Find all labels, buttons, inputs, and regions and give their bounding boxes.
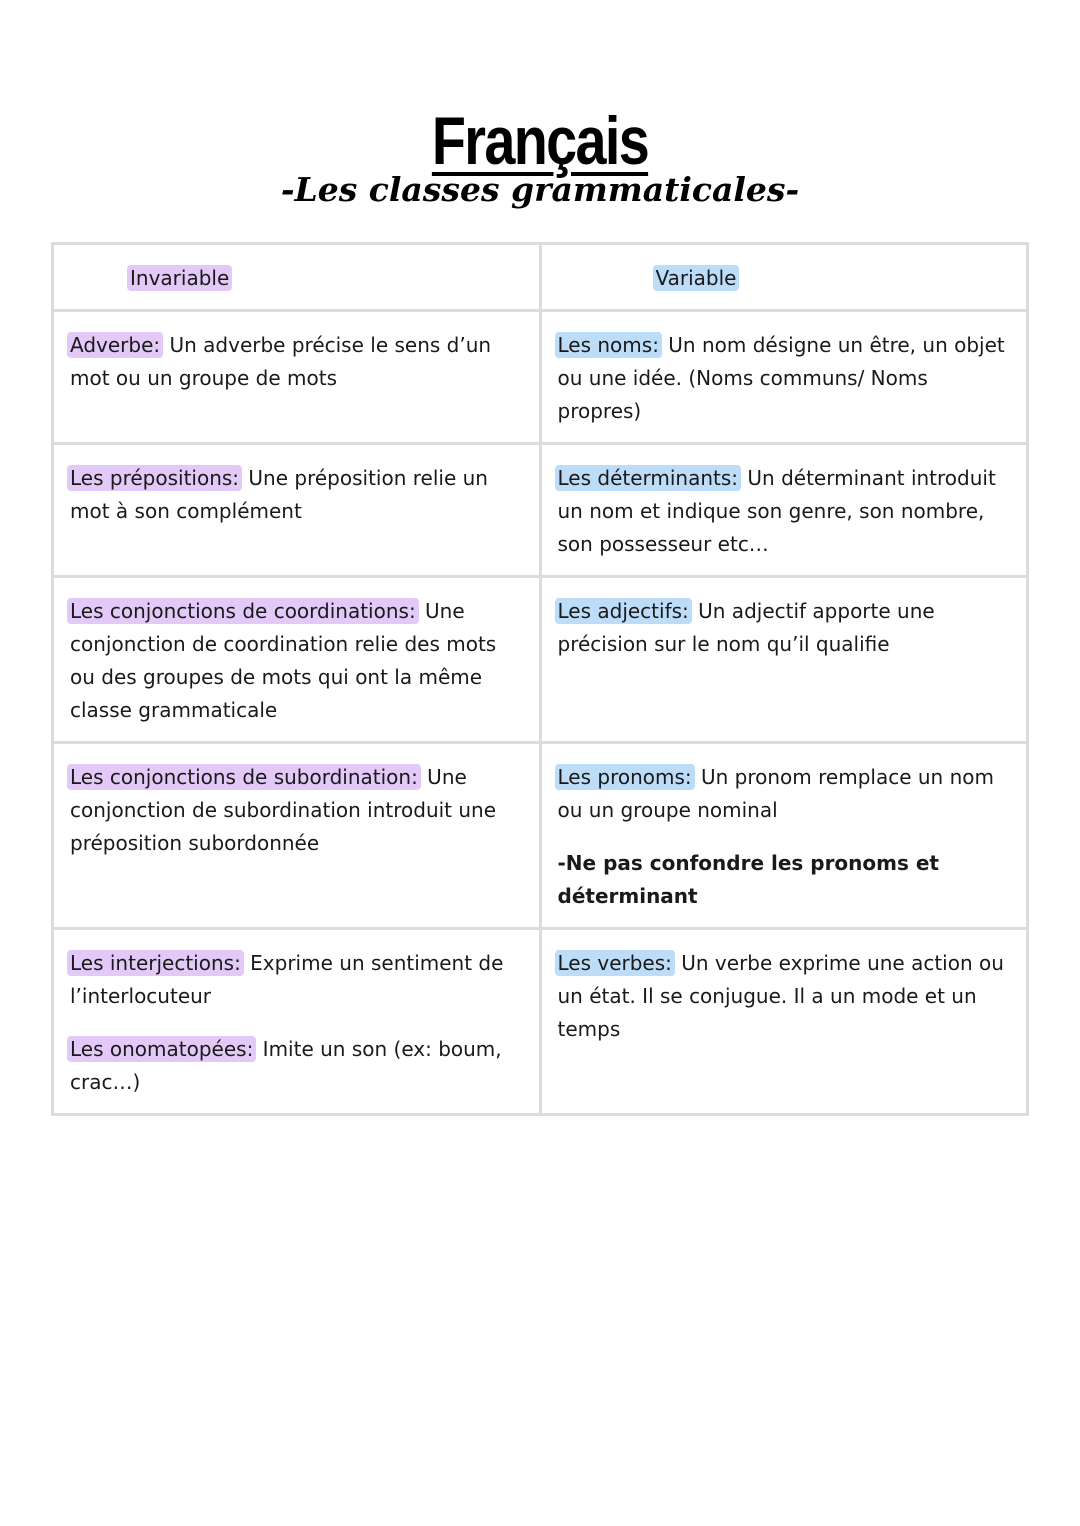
- table-row: [53, 311, 1028, 444]
- term-label: Les noms:: [555, 332, 662, 358]
- term-label: Adverbe:: [67, 332, 163, 358]
- term-label: Les conjonctions de coordinations:: [67, 598, 419, 624]
- pronoun-note: -Ne pas confondre les pronoms et déterminant: [557, 851, 939, 908]
- header-variable: Variable: [653, 265, 740, 291]
- header-cell-invariable: [53, 244, 541, 311]
- term-definition: Un verbe exprime une action ou un état. Il se conjugue. Il a un mode et un temps: [557, 951, 1004, 1041]
- table-row: [53, 743, 1028, 929]
- term-label: Les onomatopées:: [67, 1036, 256, 1062]
- grammar-classes-table: [51, 242, 1029, 1116]
- variable-cell: [540, 444, 1028, 577]
- header-cell-variable: [540, 244, 1028, 311]
- term-definition: Un adjectif apporte une précision sur le nom qu’il qualifie: [557, 599, 935, 656]
- invariable-cell: [53, 929, 541, 1115]
- page-subtitle: -Les classes grammaticales-: [280, 170, 800, 209]
- term-label: Les conjonctions de subordination:: [67, 764, 421, 790]
- term-label: Les adjectifs:: [555, 598, 692, 624]
- page-title: Français: [431, 102, 649, 179]
- term-label: Les déterminants:: [555, 465, 742, 491]
- variable-cell: [540, 743, 1028, 929]
- term-definition: Une conjonction de coordination relie des mots ou des groupes de mots qui ont la même classe grammaticale: [70, 599, 497, 722]
- table-row: [53, 929, 1028, 1115]
- second-entry: [70, 1033, 523, 1099]
- term-definition: Imite un son (ex: boum, crac…): [70, 1037, 502, 1094]
- term-label: Les pronoms:: [555, 764, 695, 790]
- term-definition: Un pronom remplace un nom ou un groupe nominal: [557, 765, 994, 822]
- term-definition: Une conjonction de subordination introduit une préposition subordonnée: [70, 765, 497, 855]
- variable-cell: [540, 311, 1028, 444]
- invariable-cell: [53, 311, 541, 444]
- variable-cell: [540, 929, 1028, 1115]
- term-label: Les verbes:: [555, 950, 675, 976]
- term-definition: Un adverbe précise le sens d’un mot ou un groupe de mots: [70, 333, 492, 390]
- term-definition: Un nom désigne un être, un objet ou une idée. (Noms communs/ Noms propres): [557, 333, 1005, 423]
- table-header-row: [53, 244, 1028, 311]
- term-label: Les interjections:: [67, 950, 244, 976]
- term-definition: Un déterminant introduit un nom et indique son genre, son nombre, son possesseur etc…: [557, 466, 996, 556]
- variable-cell: [540, 577, 1028, 743]
- term-definition: Une préposition relie un mot à son complément: [70, 466, 488, 523]
- term-definition: Exprime un sentiment de l’interlocuteur: [70, 951, 504, 1008]
- table-row: [53, 577, 1028, 743]
- invariable-cell: [53, 444, 541, 577]
- invariable-cell: [53, 577, 541, 743]
- header-invariable: Invariable: [127, 265, 232, 291]
- term-label: Les prépositions:: [67, 465, 242, 491]
- invariable-cell: [53, 743, 541, 929]
- table-row: [53, 444, 1028, 577]
